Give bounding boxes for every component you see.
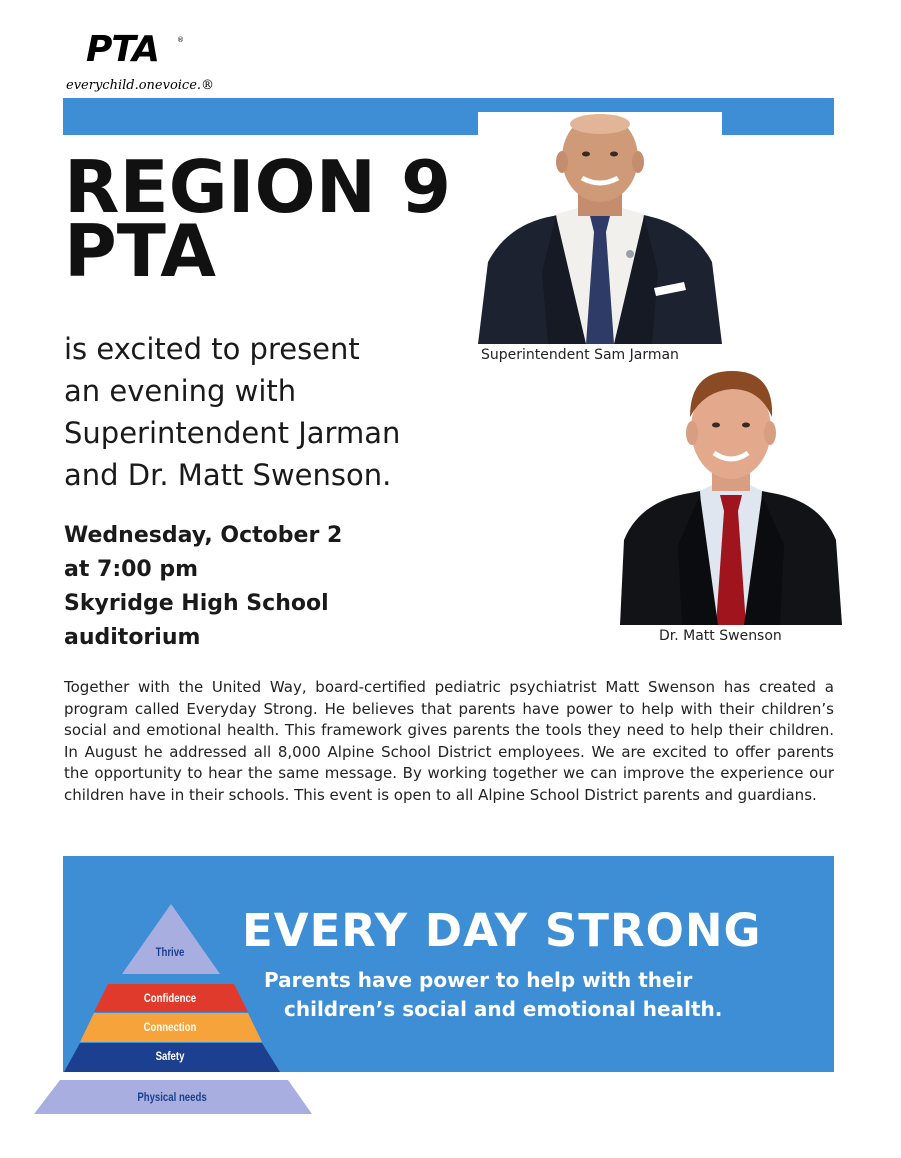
pyramid-label-thrive: Thrive <box>155 945 185 959</box>
banner-subtitle-line-2: children’s social and emotional health. <box>284 997 723 1021</box>
intro-line: Superintendent Jarman <box>64 416 401 450</box>
swenson-caption: Dr. Matt Swenson <box>659 628 782 644</box>
needs-pyramid <box>30 900 320 1120</box>
event-time: at 7:00 pm <box>64 557 199 582</box>
event-description: Together with the United Way, board-certified pediatric psychiatrist Matt Swenson has created a program called Everyday Strong. He believes that parents have power to help with their children’s social and emotional health. This framework gives parents the tools they need to help their children. In August he addressed all 8,000 Alpine School District employees. We are excited to offer parents the opportunity to hear the same message. By working together we can improve the experience our children have in their schools. This event is open to all Alpine School District parents and guardians. <box>64 678 834 804</box>
intro-line: and Dr. Matt Swenson. <box>64 458 392 492</box>
pyramid-label-safety: Safety <box>155 1049 185 1063</box>
intro-line: is excited to present <box>64 332 360 366</box>
event-details <box>64 519 342 655</box>
superintendent-caption: Superintendent Sam Jarman <box>481 347 679 363</box>
intro-line: an evening with <box>64 374 297 408</box>
pyramid-label-confidence: Confidence <box>143 991 197 1005</box>
logo-tagline: everychild.onevoice.® <box>66 78 215 93</box>
event-venue: Skyridge High School <box>64 591 329 616</box>
superintendent-photo <box>478 112 722 344</box>
event-date: Wednesday, October 2 <box>64 523 343 548</box>
pyramid-level-thrive <box>122 904 220 974</box>
intro-text <box>64 328 400 496</box>
pyramid-label-physical-needs: Physical needs <box>137 1090 207 1104</box>
banner-subtitle <box>264 966 722 1024</box>
logo-registered-mark: ® <box>177 36 184 44</box>
swenson-photo <box>620 365 842 625</box>
pta-logo: PTA <box>86 29 160 70</box>
event-room: auditorium <box>64 625 201 650</box>
title-line-1: REGION 9 <box>64 145 452 229</box>
banner-subtitle-line-1: Parents have power to help with their <box>264 968 693 992</box>
page-title <box>64 145 452 293</box>
banner-title: EVERY DAY STRONG <box>242 904 762 957</box>
title-line-2: PTA <box>64 209 217 293</box>
pyramid-label-connection: Connection <box>143 1020 197 1034</box>
